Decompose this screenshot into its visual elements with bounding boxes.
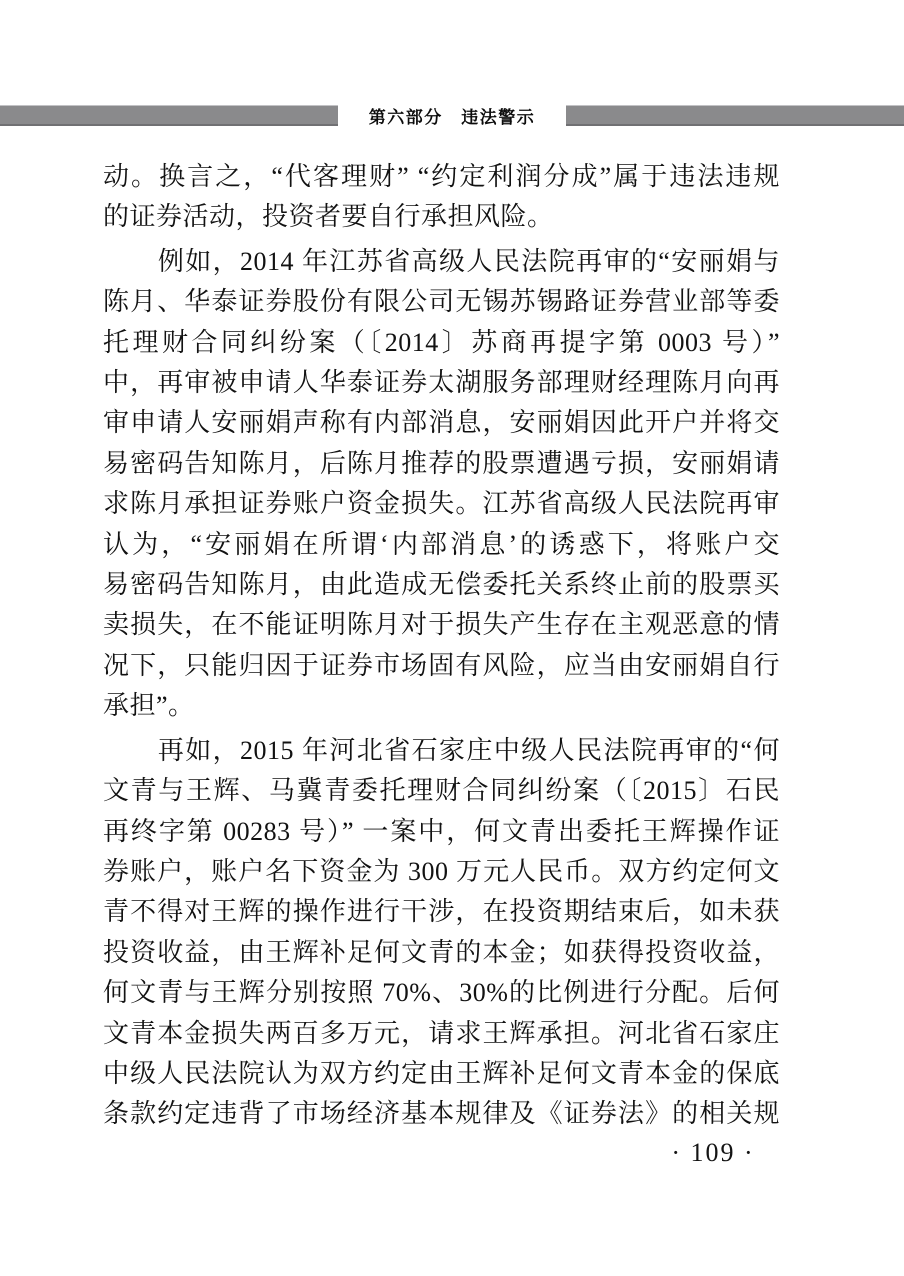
text-line: 再终字第 00283 号）” 一案中，何文青出委托王辉操作证 — [103, 816, 780, 846]
text-line: 认为，“安丽娟在所谓‘内部消息’的诱惑下，将账户交 — [103, 529, 780, 559]
text-line: 投资收益，由王辉补足何文青的本金；如获得投资收益， — [103, 937, 780, 967]
text-line: 易密码告知陈月，后陈月推荐的股票遭遇亏损，安丽娟请 — [103, 448, 780, 478]
text-line: 再如，2015 年河北省石家庄中级人民法院再审的“何 — [103, 735, 780, 765]
text-line: 青不得对王辉的操作进行干涉，在投资期结束后，如未获 — [103, 897, 780, 927]
page-body — [103, 157, 780, 1135]
text-line: 审申请人安丽娟声称有内部消息，安丽娟因此开户并将交 — [103, 408, 780, 438]
page-number: · 109 · — [671, 1138, 755, 1167]
text-line: 动。换言之，“代客理财” “约定利润分成”属于违法违规 — [103, 162, 780, 191]
header-title: 第六部分 违法警示 — [368, 107, 536, 127]
running-header — [0, 103, 904, 127]
text-line: 文青与王辉、马冀青委托理财合同纠纷案（〔2015〕石民 — [103, 776, 780, 806]
text-line: 中，再审被申请人华泰证券太湖服务部理财经理陈月向再 — [103, 368, 780, 398]
text-line: 易密码告知陈月，由此造成无偿委托关系终止前的股票买 — [103, 570, 780, 600]
header-rule-right — [566, 105, 904, 126]
text-line: 托理财合同纠纷案（〔2014〕苏商再提字第 0003 号）” — [103, 327, 780, 357]
text-line: 券账户，账户名下资金为 300 万元人民币。双方约定何文 — [103, 856, 780, 886]
text-line: 求陈月承担证券账户资金损失。江苏省高级人民法院再审 — [103, 489, 780, 519]
text-line: 的证券活动，投资者要自行承担风险。 — [103, 202, 554, 232]
text-line: 陈月、华泰证券股份有限公司无锡苏锡路证券营业部等委 — [103, 287, 780, 317]
header-rule-left — [0, 105, 338, 126]
text-line: 条款约定违背了市场经济基本规律及《证券法》的相关规 — [103, 1099, 780, 1129]
text-line: 文青本金损失两百多万元，请求王辉承担。河北省石家庄 — [103, 1018, 780, 1048]
text-line: 卖损失，在不能证明陈月对于损失产生存在主观恶意的情 — [103, 610, 780, 640]
text-line: 例如，2014 年江苏省高级人民法院再审的“安丽娟与 — [103, 246, 780, 276]
text-line: 何文青与王辉分别按照 70%、30%的比例进行分配。后何 — [103, 978, 780, 1008]
text-line: 况下，只能归因于证券市场固有风险，应当由安丽娟自行 — [103, 650, 780, 680]
text-line: 中级人民法院认为双方约定由王辉补足何文青本金的保底 — [103, 1058, 780, 1088]
text-line: 承担”。 — [103, 691, 195, 721]
